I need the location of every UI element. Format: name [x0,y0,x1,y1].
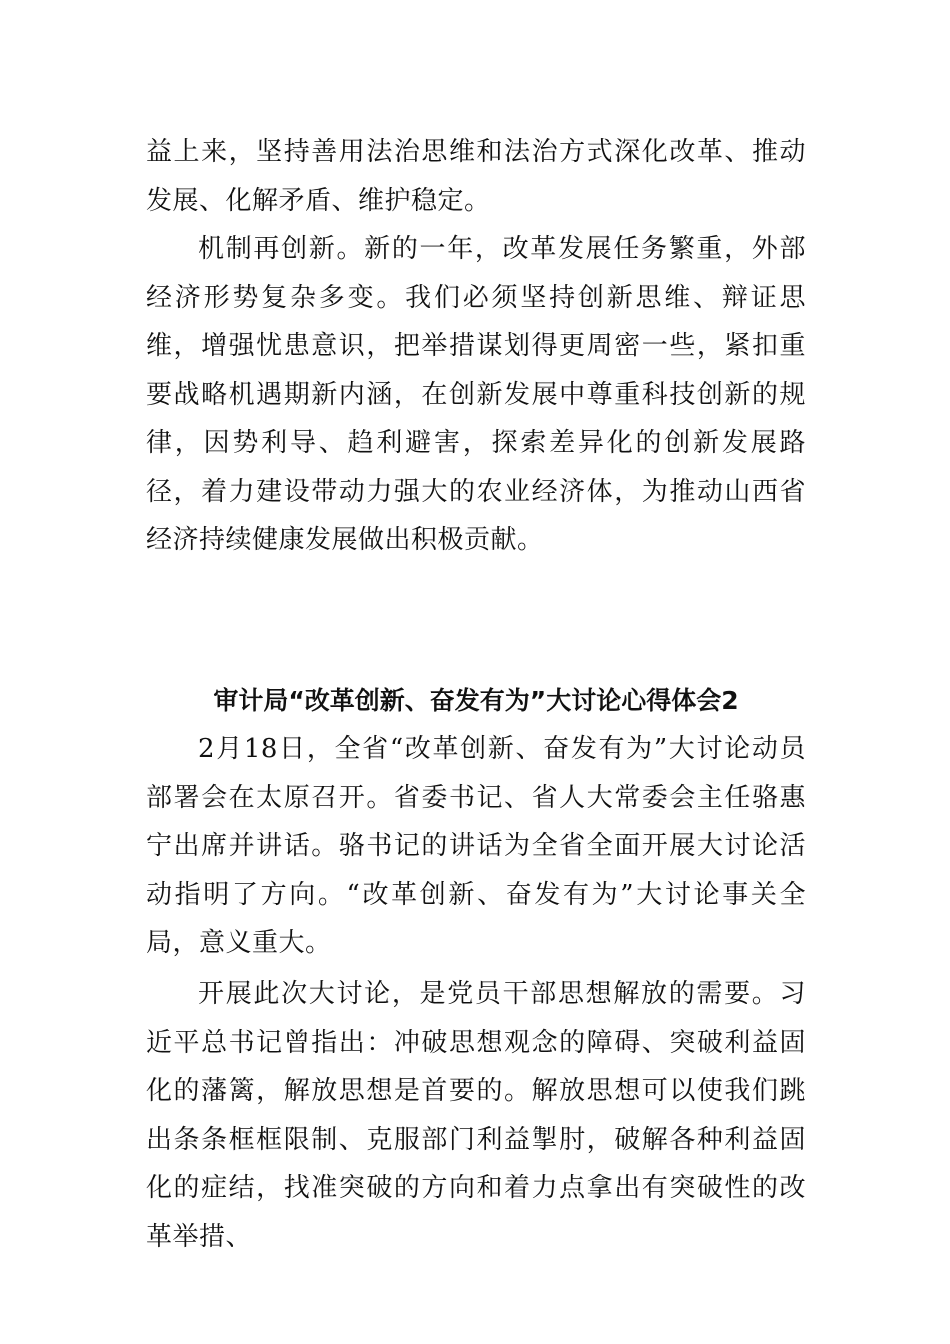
paragraph-discussion: 开展此次大讨论，是党员干部思想解放的需要。习近平总书记曾指出：冲破思想观念的障碍、突破利益固化的藩篱，解放思想是首要的。解放思想可以使我们跳出条条框框限制、克服部门利益掣肘，破解各种利益固化的症结，找准突破的方向和着力点拿出有突破性的改革举措、 [146,979,806,1252]
section-heading: 审计局“改革创新、奋发有为”大讨论心得体会2 [213,686,739,715]
paragraph-mechanism-innovation: 机制再创新。新的一年，改革发展任务繁重，外部经济形势复杂多变。我们必须坚持创新思维、辩证思维，增强忧患意识，把举措谋划得更周密一些，紧扣重要战略机遇期新内涵，在创新发展中尊重科技创新的规律，因势利导、趋利避害，探索差异化的创新发展路径，着力建设带动力强大的农业经济体，为推动山西省经济持续健康发展做出积极贡献。 [146,234,806,555]
paragraph-continued: 益上来，坚持善用法治思维和法治方式深化改革、推动发展、化解矛盾、维护稳定。 [146,137,806,216]
paragraph-meeting-date: 2月18日，全省“改革创新、奋发有为”大讨论动员部署会在太原召开。省委书记、省人大常委会主任骆惠宁出席并讲话。骆书记的讲话为全省全面开展大讨论活动指明了方向。“改革创新、奋发有为”大讨论事关全局，意义重大。 [146,734,806,958]
